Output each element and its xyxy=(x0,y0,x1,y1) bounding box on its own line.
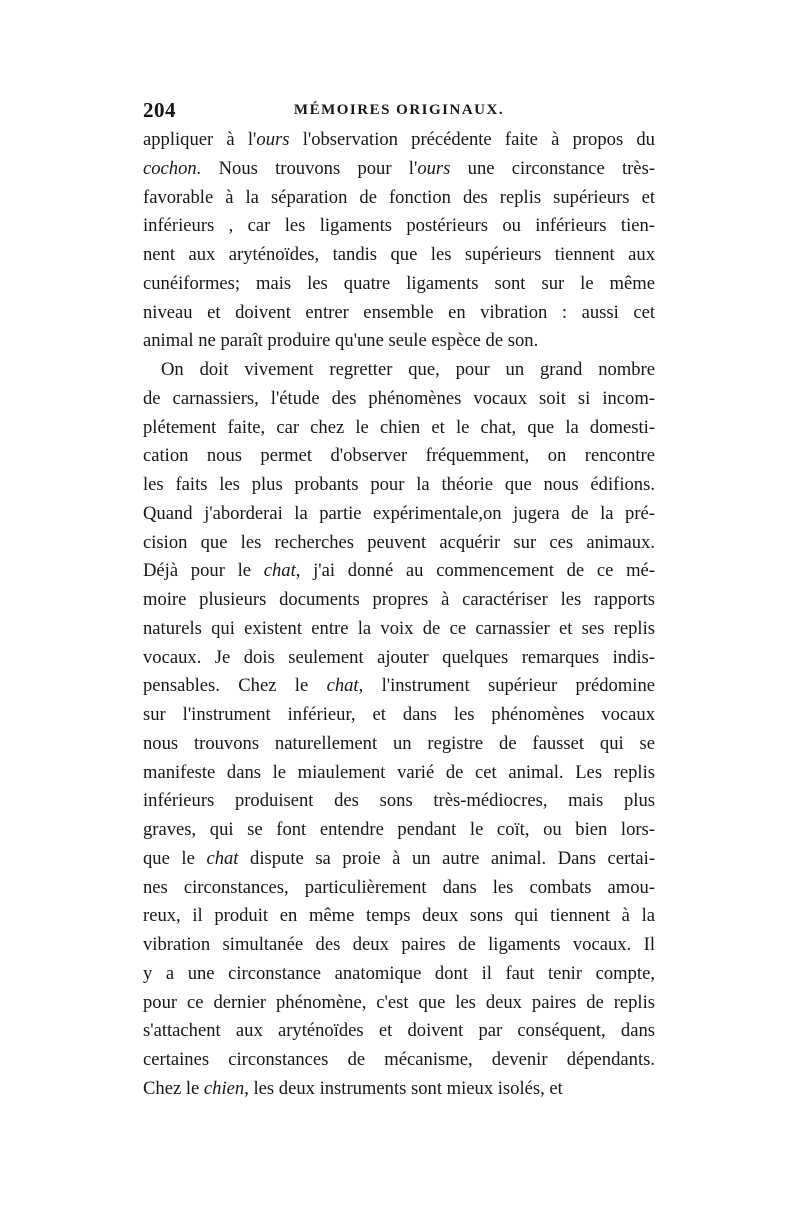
text-line: inférieurs produisent des sons très-médiocres, mais plus xyxy=(143,790,655,812)
text-line: cochon. Nous trouvons pour l'ours une circonstance très- xyxy=(143,157,655,179)
text-line: manifeste dans le miaulement varié de cet animal. Les replis xyxy=(143,761,655,783)
text-line: Déjà pour le chat, j'ai donné au commencement de ce mé- xyxy=(143,560,655,582)
text-line: les faits les plus probants pour la théorie que nous édifions. xyxy=(143,474,655,495)
text-line: nous trouvons naturellement un registre de fausset qui se xyxy=(143,732,655,754)
text-line: nes circonstances, particulièrement dans les combats amou- xyxy=(143,876,655,898)
text-line: cation nous permet d'observer fréquemment, on rencontre xyxy=(143,445,655,467)
running-title: MÉMOIRES ORIGINAUX. xyxy=(293,102,505,118)
text-line: graves, qui se font entendre pendant le coït, ou bien lors- xyxy=(143,819,655,840)
page-header xyxy=(143,98,655,124)
text-line: animal ne paraît produire qu'une seule espèce de son. xyxy=(143,330,539,352)
text-line: favorable à la séparation de fonction des replis supérieurs et xyxy=(143,186,655,208)
text-line: de carnassiers, l'étude des phénomènes vocaux soit si incom- xyxy=(143,387,655,409)
text-line: s'attachent aux aryténoïdes et doivent par conséquent, dans xyxy=(143,1020,655,1042)
text-line: vocaux. Je dois seulement ajouter quelques remarques indis- xyxy=(143,646,655,668)
text-line: cunéiformes; mais les quatre ligaments sont sur le même xyxy=(143,272,655,294)
page-number: 204 xyxy=(143,98,176,122)
text-line: reux, il produit en même temps deux sons qui tiennent à la xyxy=(143,905,655,927)
text-line: que le chat dispute sa proie à un autre animal. Dans certai- xyxy=(143,847,656,869)
text-line: vibration simultanée des deux paires de ligaments vocaux. Il xyxy=(143,934,655,955)
text-line: pour ce dernier phénomène, c'est que les deux paires de replis xyxy=(143,991,655,1013)
text-line: appliquer à l'ours l'observation précédente faite à propos du xyxy=(143,129,655,150)
text-line: Quand j'aborderai la partie expérimentale,on jugera de la pré- xyxy=(143,502,655,524)
text-line: sur l'instrument inférieur, et dans les phénomènes vocaux xyxy=(143,704,655,725)
text-line: nent aux aryténoïdes, tandis que les supérieurs tiennent aux xyxy=(143,244,655,265)
text-line: naturels qui existent entre la voix de ce carnassier et ses replis xyxy=(143,617,655,639)
text-line: inférieurs , car les ligaments postérieurs ou inférieurs tien- xyxy=(143,215,655,237)
text-line: On doit vivement regretter que, pour un grand nombre xyxy=(161,359,655,380)
text-line: plétement faite, car chez le chien et le chat, que la domesti- xyxy=(143,416,655,438)
text-line: Chez le chien, les deux instruments sont mieux isolés, et xyxy=(143,1077,563,1099)
text-line: moire plusieurs documents propres à caractériser les rapports xyxy=(143,589,655,610)
text-line: cision que les recherches peuvent acquérir sur ces animaux. xyxy=(143,531,655,553)
body-text xyxy=(143,126,655,1104)
text-line: niveau et doivent entrer ensemble en vibration : aussi cet xyxy=(143,301,655,323)
text-line: certaines circonstances de mécanisme, devenir dépendants. xyxy=(143,1049,655,1070)
text-line: y a une circonstance anatomique dont il faut tenir compte, xyxy=(143,962,655,984)
text-line: pensables. Chez le chat, l'instrument supérieur prédomine xyxy=(143,675,655,697)
